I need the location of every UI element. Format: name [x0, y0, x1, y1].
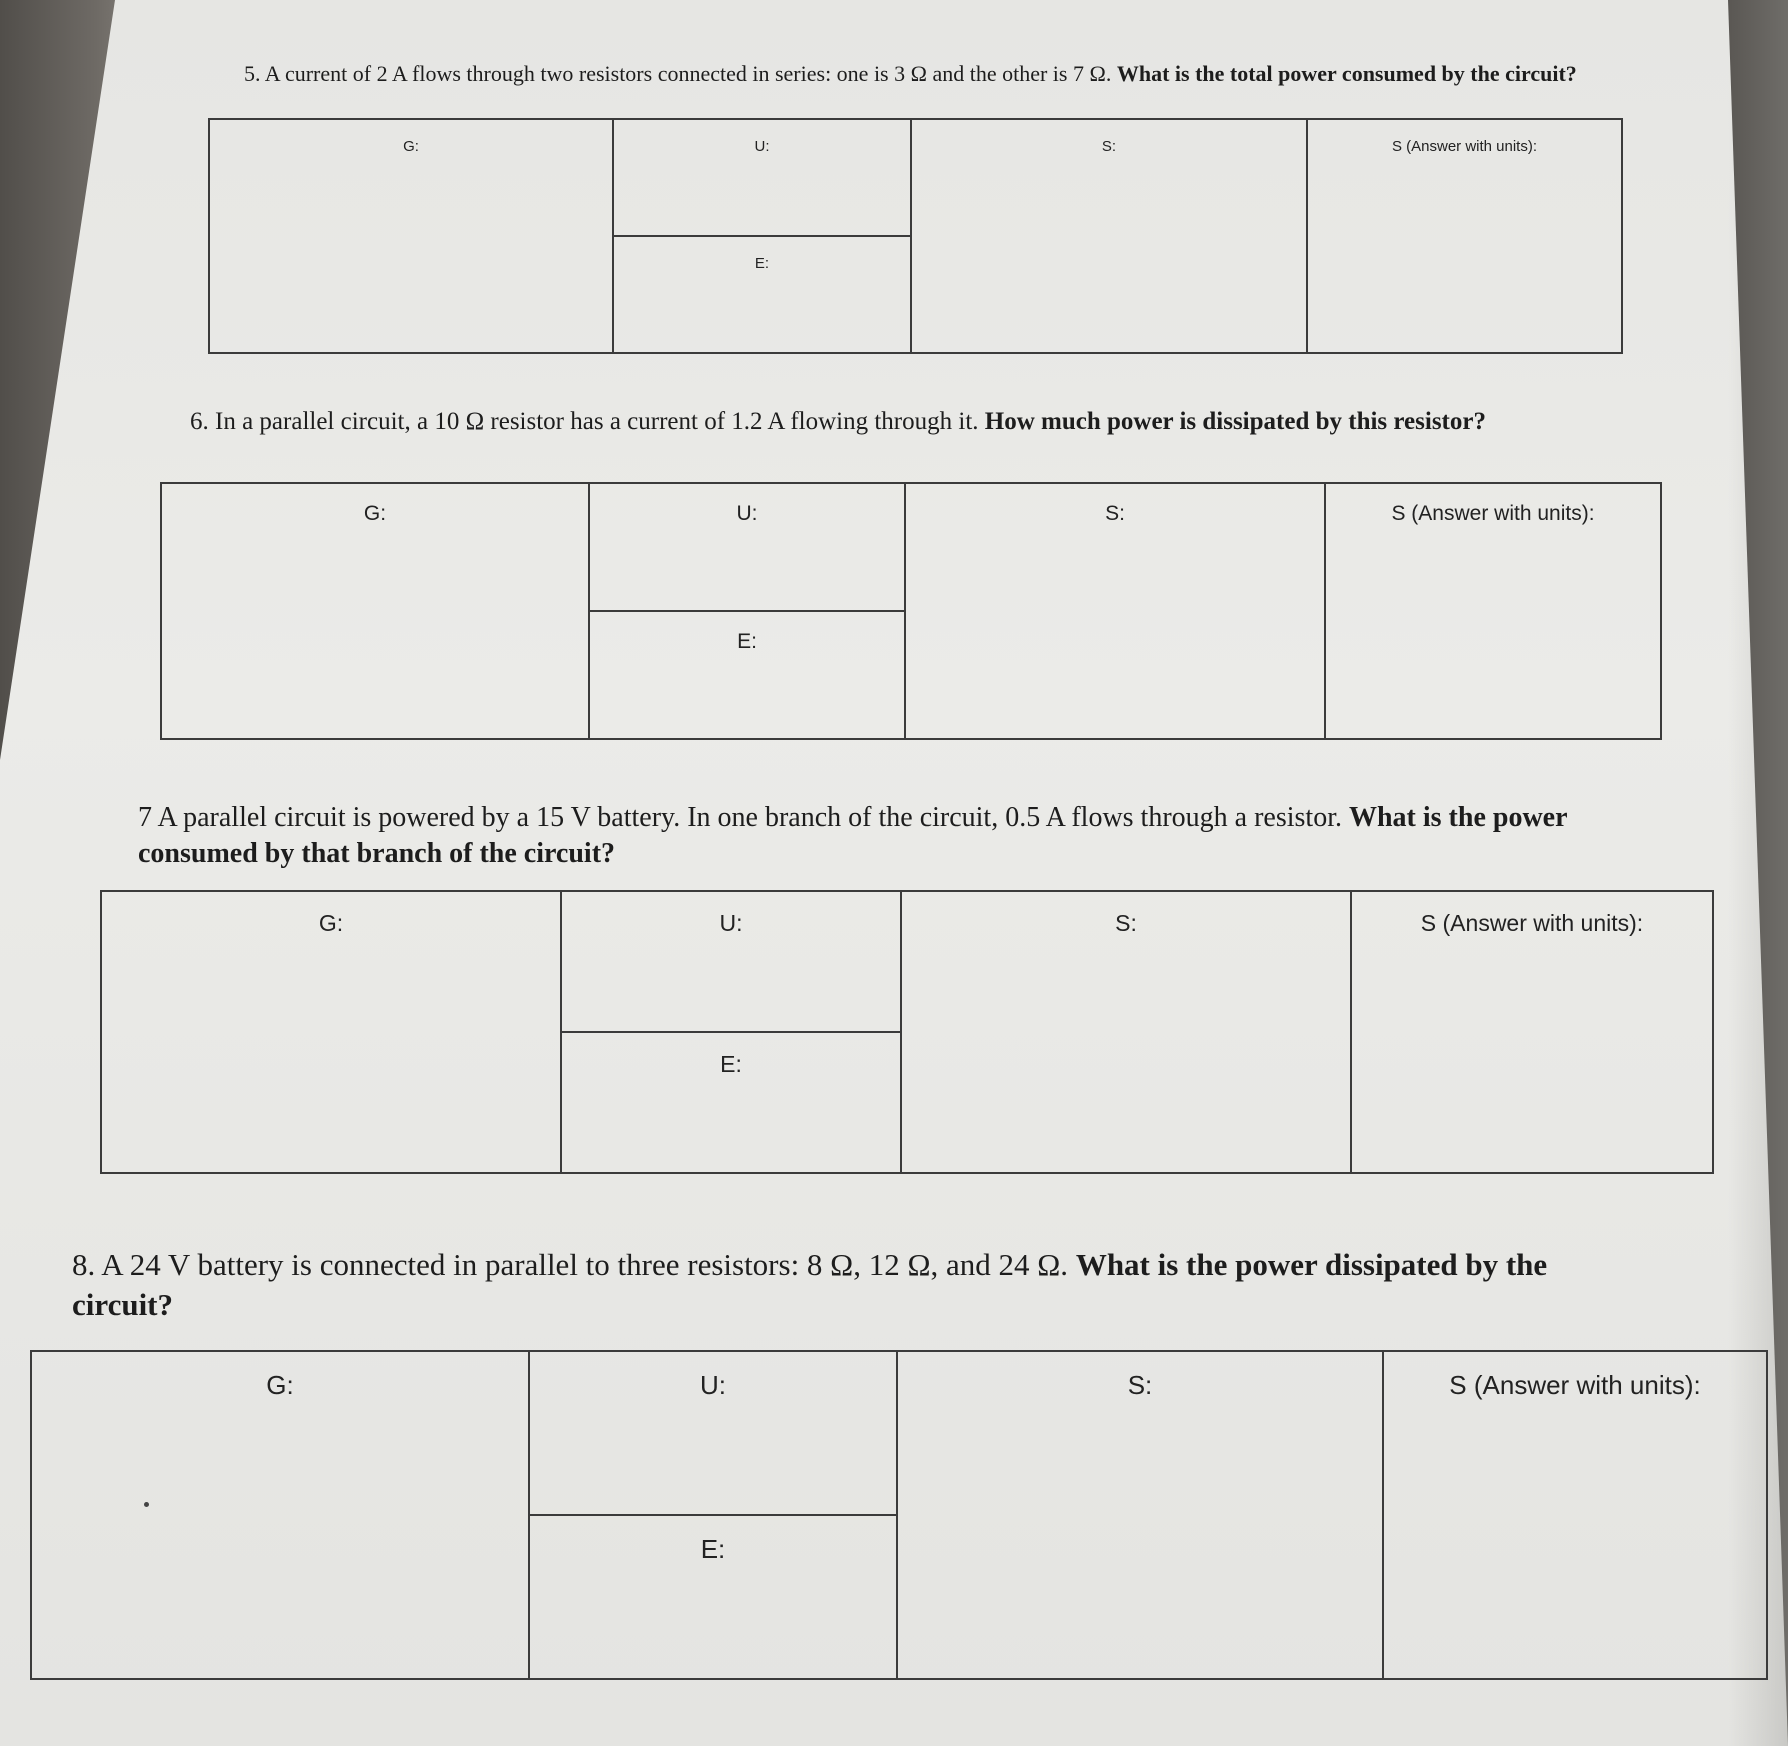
unknown-label: U: — [754, 138, 770, 155]
answer-cell[interactable] — [1326, 484, 1660, 738]
answer-cell[interactable] — [1308, 120, 1621, 352]
given-cell[interactable] — [210, 120, 614, 352]
question-7 — [138, 800, 1628, 873]
unknown-equation-cell — [562, 892, 902, 1172]
answer-cell[interactable] — [1352, 892, 1712, 1172]
equation-label: E: — [754, 255, 770, 272]
solution-cell[interactable] — [898, 1352, 1384, 1678]
question-8-text: 8. A 24 V battery is connected in parallel to three resistors: 8 Ω, 12 Ω, and 24 Ω. — [72, 1247, 1076, 1282]
answer-grid-6 — [160, 482, 1662, 740]
given-label: G: — [403, 138, 419, 155]
unknown-equation-cell — [614, 120, 912, 352]
unknown-cell[interactable] — [614, 120, 910, 237]
unknown-label: U: — [719, 910, 743, 936]
equation-label: E: — [737, 630, 757, 653]
question-7-prompt: What is the power consumed by that branch of the circuit? — [138, 802, 1568, 870]
question-6-text: 6. In a parallel circuit, a 10 Ω resistor has a current of 1.2 A flowing through it. — [190, 408, 985, 435]
unknown-equation-cell — [590, 484, 906, 738]
given-label: G: — [266, 1370, 294, 1400]
unknown-label: U: — [736, 502, 758, 525]
unknown-cell[interactable] — [590, 484, 904, 612]
solution-label: S: — [1101, 138, 1117, 155]
given-label: G: — [318, 910, 344, 936]
unknown-equation-cell — [530, 1352, 898, 1678]
solution-label: S: — [1105, 502, 1125, 525]
given-cell[interactable] — [32, 1352, 530, 1678]
solution-label: S: — [1127, 1370, 1153, 1400]
equation-cell[interactable] — [530, 1516, 896, 1678]
equation-label: E: — [700, 1534, 726, 1564]
solution-cell[interactable] — [912, 120, 1308, 352]
given-cell[interactable] — [102, 892, 562, 1172]
answer-grid-8 — [30, 1350, 1768, 1680]
unknown-cell[interactable] — [530, 1352, 896, 1516]
given-label: G: — [363, 502, 387, 525]
answer-label: S (Answer with units): — [1391, 502, 1595, 525]
unknown-label: U: — [700, 1370, 726, 1400]
answer-label: S (Answer with units): — [1391, 138, 1538, 155]
pen-mark — [144, 1502, 149, 1507]
solution-cell[interactable] — [906, 484, 1326, 738]
equation-cell[interactable] — [614, 237, 910, 352]
question-8 — [72, 1245, 1632, 1326]
answer-cell[interactable] — [1384, 1352, 1766, 1678]
question-8-prompt: What is the power dissipated by the circuit? — [72, 1247, 1548, 1323]
unknown-cell[interactable] — [562, 892, 900, 1033]
solution-cell[interactable] — [902, 892, 1352, 1172]
solution-label: S: — [1115, 910, 1137, 936]
equation-cell[interactable] — [562, 1033, 900, 1172]
answer-label: S (Answer with units): — [1420, 910, 1644, 936]
answer-grid-7 — [100, 890, 1714, 1174]
question-5-text: 5. A current of 2 A flows through two resistors connected in series: one is 3 Ω and the other is 7 Ω. — [244, 61, 1117, 86]
equation-cell[interactable] — [590, 612, 904, 738]
answer-label: S (Answer with units): — [1449, 1370, 1701, 1400]
question-6-prompt: How much power is dissipated by this resistor? — [984, 408, 1486, 435]
question-7-text: 7 A parallel circuit is powered by a 15 V battery. In one branch of the circuit, 0.5 A flows through a resistor. — [138, 802, 1349, 833]
answer-grid-5 — [208, 118, 1623, 354]
question-5 — [244, 60, 1594, 89]
equation-label: E: — [720, 1051, 742, 1077]
question-5-prompt: What is the total power consumed by the circuit? — [1116, 61, 1577, 86]
given-cell[interactable] — [162, 484, 590, 738]
question-6 — [190, 406, 1650, 439]
